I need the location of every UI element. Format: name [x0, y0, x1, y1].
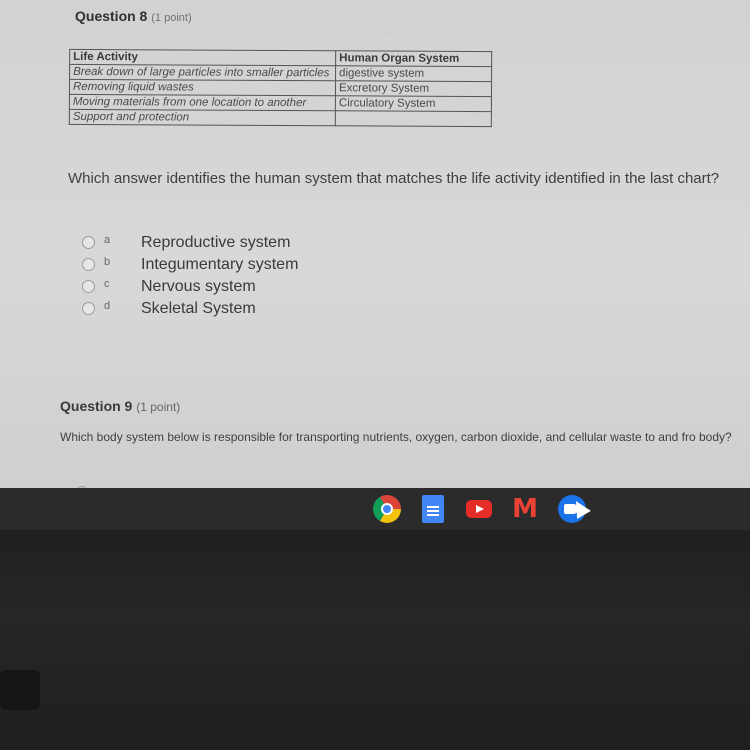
table-row	[70, 64, 492, 81]
question-8-title	[75, 8, 192, 24]
table-header-row	[70, 49, 492, 66]
keyboard-key	[0, 670, 40, 710]
table-cell-activity: Removing liquid wastes	[69, 79, 335, 95]
question-8-prompt: Which answer identifies the human system that matches the life activity identified in the last chart?	[68, 170, 720, 187]
table-row	[69, 109, 491, 126]
taskbar-shelf	[0, 488, 750, 530]
question-8-label: Question 8	[75, 8, 148, 24]
radio-button[interactable]	[82, 280, 95, 293]
table-cell-system: digestive system	[336, 66, 492, 82]
option-text[interactable]: Skeletal System	[141, 300, 256, 317]
laptop-bezel	[0, 530, 750, 750]
question-9-points: (1 point)	[136, 400, 181, 414]
gmail-icon[interactable]	[511, 495, 539, 523]
table-cell-system-empty	[335, 111, 491, 127]
table-cell-activity: Moving materials from one location to another	[69, 94, 335, 110]
active-app-indicator	[385, 38, 388, 41]
option-text[interactable]: Reproductive system	[141, 234, 291, 251]
life-activity-table	[69, 49, 492, 127]
gmail-icon-letter: M	[512, 494, 538, 524]
option-text[interactable]: Integumentary system	[141, 256, 299, 273]
google-docs-icon[interactable]	[422, 495, 444, 523]
radio-button[interactable]	[82, 236, 95, 249]
option-letter: a	[104, 234, 111, 246]
table-cell-system: Circulatory System	[335, 96, 491, 112]
option-text[interactable]: Nervous system	[141, 278, 256, 295]
question-9-label: Question 9	[60, 398, 133, 414]
question-9-prompt: Which body system below is responsible for transporting nutrients, oxygen, carbon dioxide, and cellular waste to and fro body?	[60, 430, 732, 444]
option-letter: b	[104, 256, 111, 268]
question-8-points: (1 point)	[151, 12, 192, 24]
radio-button[interactable]	[82, 258, 95, 271]
table-row	[69, 94, 491, 111]
table-row	[69, 79, 491, 96]
option-letter: c	[104, 278, 110, 290]
table-cell-activity: Support and protection	[69, 109, 335, 125]
table-header-system: Human Organ System	[336, 51, 492, 67]
table-header-activity: Life Activity	[70, 49, 336, 65]
chrome-icon[interactable]	[373, 495, 401, 523]
question-9-title	[60, 398, 180, 414]
option-letter: d	[104, 300, 111, 312]
table-cell-activity: Break down of large particles into smaller particles	[70, 64, 336, 80]
radio-button[interactable]	[82, 302, 95, 315]
table-cell-system: Excretory System	[335, 81, 491, 97]
youtube-icon[interactable]	[466, 500, 492, 518]
